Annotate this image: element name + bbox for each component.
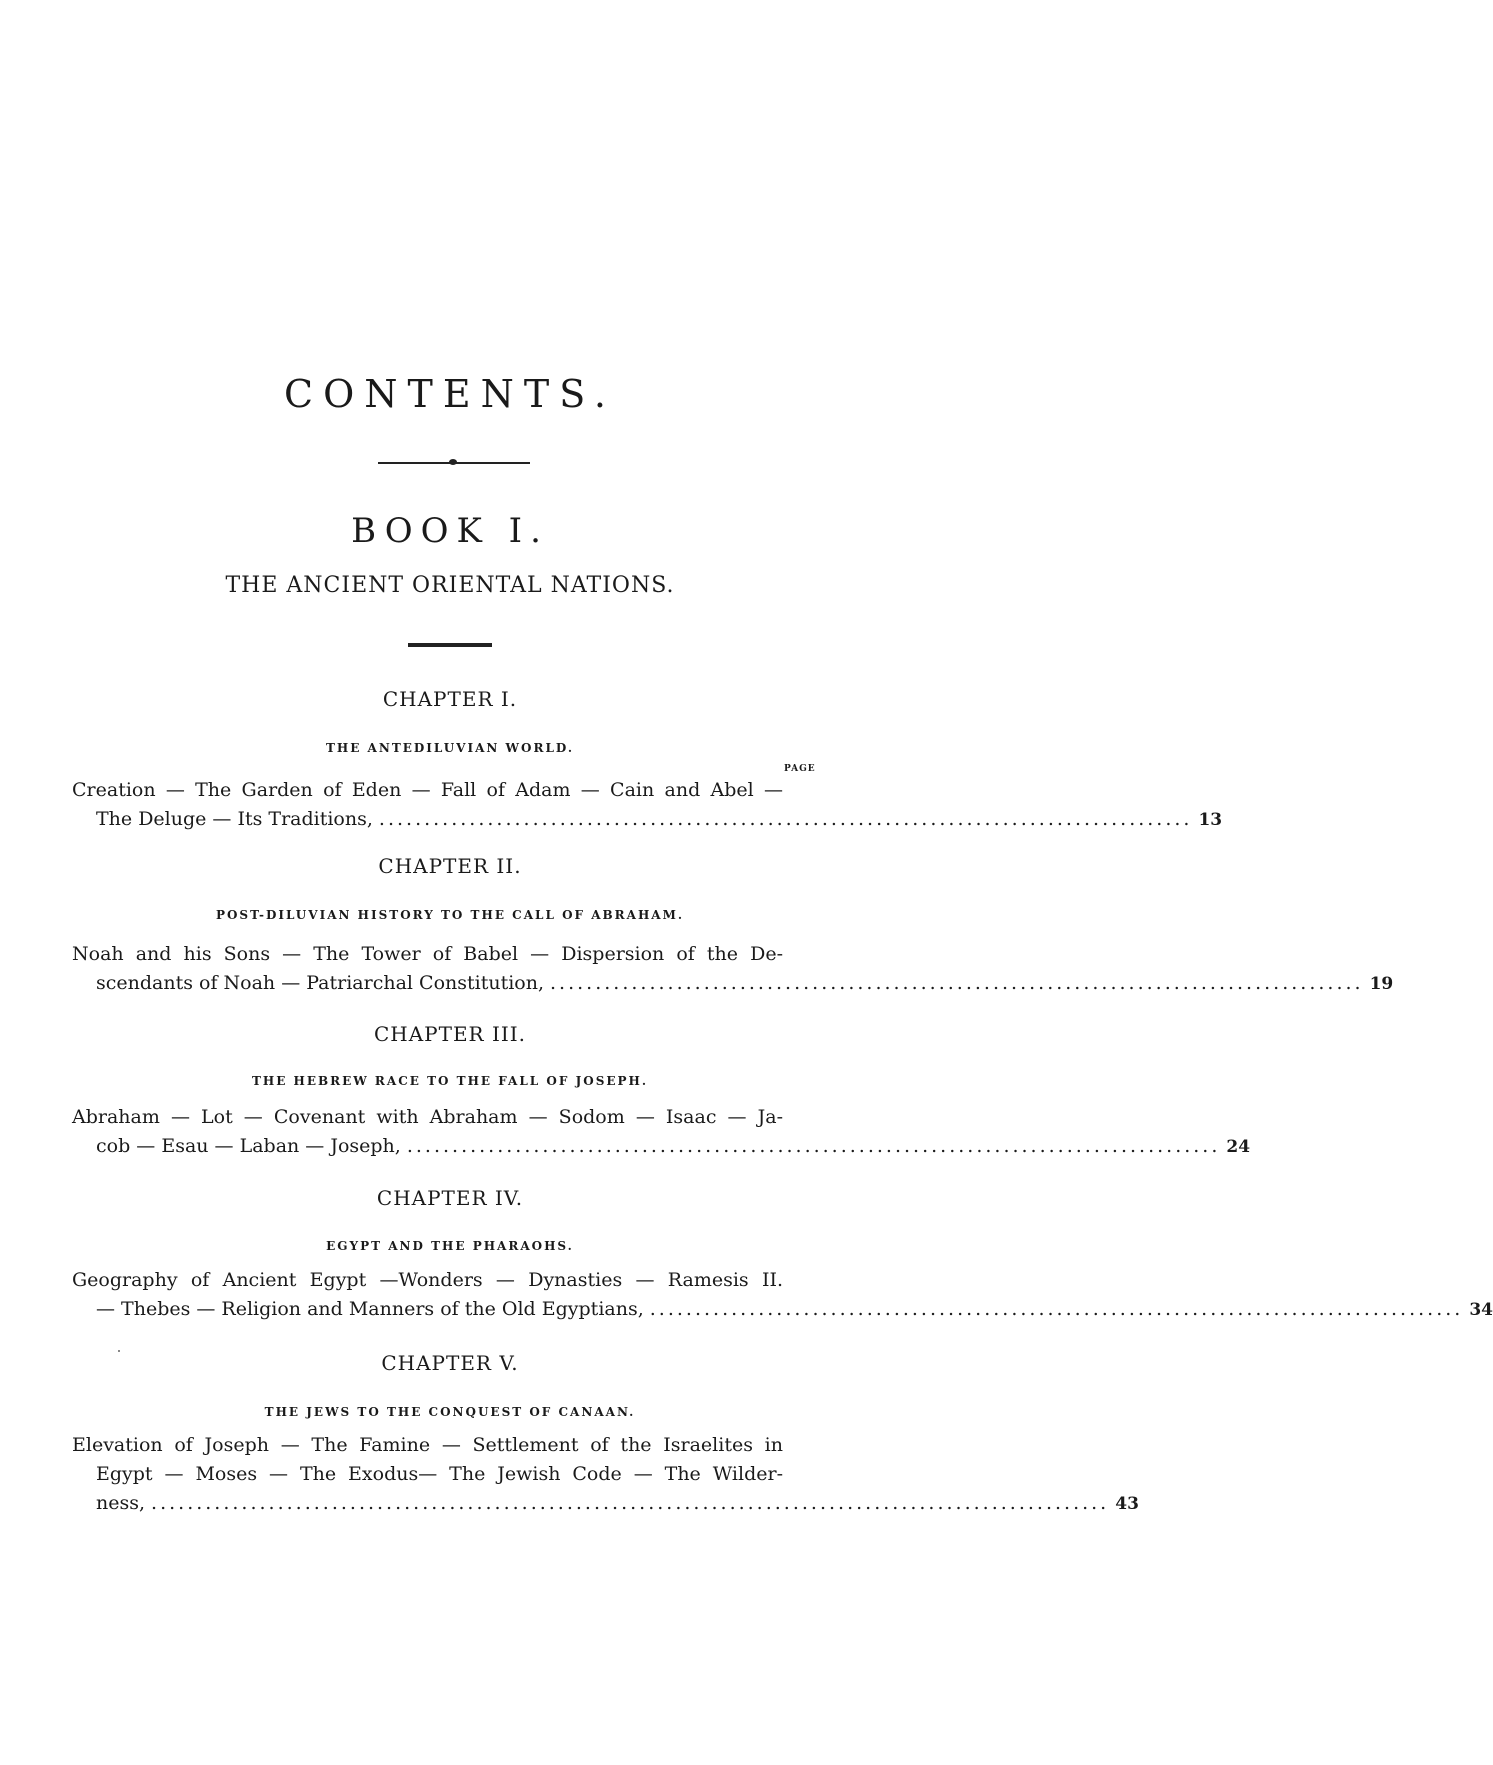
dot-leader: .......................................................................................... bbox=[550, 972, 1364, 994]
chapter-subheading: THE JEWS TO THE CONQUEST OF CANAAN. bbox=[264, 1405, 636, 1419]
chapter-subheading: THE ANTEDILUVIAN WORLD. bbox=[325, 741, 575, 755]
page-number: 19 bbox=[1369, 974, 1394, 994]
rule-ornament-dot bbox=[449, 459, 457, 465]
entry-line: Geography of Ancient Egypt —Wonders — Dynasties — Ramesis II. bbox=[72, 1269, 783, 1291]
entry-last-line bbox=[72, 969, 1394, 999]
entry-text: cob — Esau — Laban — Joseph, bbox=[96, 1135, 401, 1157]
entry-text: ness, bbox=[96, 1492, 146, 1514]
entry-last-line bbox=[72, 1489, 1139, 1519]
page-number: 13 bbox=[1198, 810, 1223, 830]
book-subtitle: THE ANCIENT ORIENTAL NATIONS. bbox=[225, 573, 675, 598]
dot-leader: .......................................................................................... bbox=[378, 808, 1193, 830]
entry-line: Abraham — Lot — Covenant with Abraham — Sodom — Isaac — Ja- bbox=[72, 1106, 783, 1128]
dot-leader: .......................................................................................... bbox=[649, 1298, 1464, 1320]
divider-rule bbox=[408, 643, 492, 647]
entry-line: Elevation of Joseph — The Famine — Settlement of the Israelites in bbox=[72, 1434, 783, 1456]
page-column-label: PAGE bbox=[784, 764, 816, 774]
entry-last-line bbox=[72, 805, 1223, 835]
chapter-heading: CHAPTER III. bbox=[373, 1022, 527, 1046]
chapter-heading: CHAPTER I. bbox=[382, 687, 518, 711]
chapter-entry bbox=[72, 940, 1394, 999]
chapter-entry bbox=[72, 776, 1223, 835]
entry-last-line bbox=[72, 1295, 1493, 1325]
ornamental-rule bbox=[378, 462, 530, 464]
chapter-entry bbox=[72, 1266, 1493, 1325]
entry-text: scendants of Noah — Patriarchal Constitution, bbox=[96, 972, 545, 994]
page-number: 34 bbox=[1469, 1300, 1493, 1320]
chapter-subheading: THE HEBREW RACE TO THE FALL OF JOSEPH. bbox=[251, 1074, 649, 1088]
page-title: CONTENTS. bbox=[284, 372, 616, 416]
page-number: 24 bbox=[1226, 1137, 1251, 1157]
chapter-subheading: EGYPT AND THE PHARAOHS. bbox=[326, 1239, 574, 1253]
dot-leader: .......................................................................................... bbox=[406, 1135, 1221, 1157]
page-number: 43 bbox=[1115, 1494, 1139, 1514]
entry-line: Creation — The Garden of Eden — Fall of Adam — Cain and Abel — bbox=[72, 779, 783, 801]
dot-leader: .......................................................................................................... bbox=[151, 1492, 1110, 1514]
entry-line: Noah and his Sons — The Tower of Babel — Dispersion of the De- bbox=[72, 943, 783, 965]
entry-text: — Thebes — Religion and Manners of the Old Egyptians, bbox=[96, 1298, 644, 1320]
chapter-heading: CHAPTER II. bbox=[378, 854, 522, 878]
entry-line: Egypt — Moses — The Exodus— The Jewish Code — The Wilder- bbox=[96, 1463, 783, 1485]
chapter-subheading: POST-DILUVIAN HISTORY TO THE CALL OF ABRAHAM. bbox=[215, 908, 685, 922]
chapter-heading: CHAPTER V. bbox=[381, 1351, 519, 1375]
entry-last-line bbox=[72, 1132, 1251, 1162]
chapter-heading: CHAPTER IV. bbox=[376, 1186, 524, 1210]
entry-text: The Deluge — Its Traditions, bbox=[96, 808, 373, 830]
chapter-entry bbox=[72, 1431, 1139, 1519]
book-heading: BOOK I. bbox=[351, 511, 549, 551]
chapter-entry bbox=[72, 1103, 1251, 1162]
